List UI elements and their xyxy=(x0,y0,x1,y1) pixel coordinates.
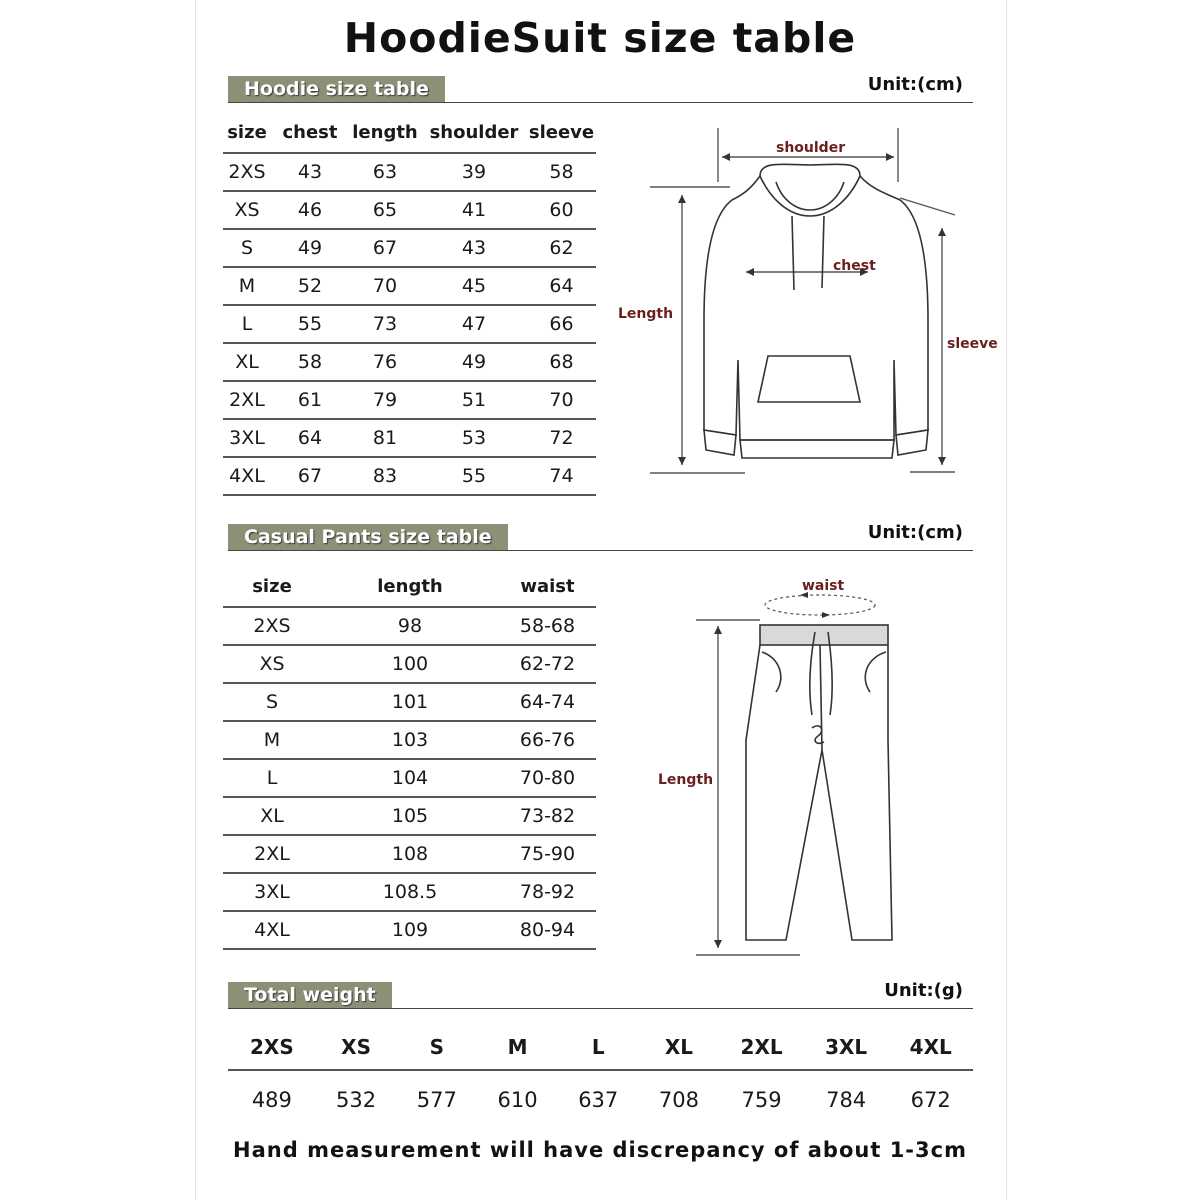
value-cell: 60 xyxy=(527,191,596,229)
value-cell: 70 xyxy=(527,381,596,419)
value-cell: 64-74 xyxy=(499,683,596,721)
hoodie-diagram xyxy=(610,120,1000,490)
size-cell: 4XL xyxy=(223,457,271,495)
column-header: chest xyxy=(271,112,349,153)
pants-unit-label: Unit:(cm) xyxy=(867,522,963,543)
value-cell: 39 xyxy=(421,153,527,191)
table-row xyxy=(223,191,596,229)
value-cell: 55 xyxy=(271,305,349,343)
value-cell: 49 xyxy=(271,229,349,267)
pants-outline xyxy=(746,625,892,940)
value-cell: 67 xyxy=(271,457,349,495)
size-cell: 3XL xyxy=(223,419,271,457)
value-cell: 72 xyxy=(527,419,596,457)
pants-section-header xyxy=(228,524,973,550)
value-cell: 98 xyxy=(321,607,499,645)
table-row xyxy=(223,759,596,797)
table-row xyxy=(223,607,596,645)
size-cell: XS xyxy=(223,645,321,683)
value-cell: 76 xyxy=(349,343,421,381)
size-cell: XL xyxy=(223,343,271,381)
value-cell: 62 xyxy=(527,229,596,267)
size-cell: 2XS xyxy=(223,153,271,191)
chest-label: chest xyxy=(833,258,876,274)
value-cell: 45 xyxy=(421,267,527,305)
divider xyxy=(228,102,973,103)
weight-size-cell: XL xyxy=(639,1025,720,1070)
hoodie-outline xyxy=(704,164,928,458)
size-cell: S xyxy=(223,683,321,721)
weight-table xyxy=(228,1025,973,1129)
table-row xyxy=(223,381,596,419)
size-cell: 3XL xyxy=(223,873,321,911)
column-header: size xyxy=(223,566,321,607)
shoulder-label: shoulder xyxy=(776,140,846,156)
weight-value-cell: 577 xyxy=(416,1088,457,1112)
table-row xyxy=(223,267,596,305)
table-row xyxy=(223,457,596,495)
weight-section-header xyxy=(228,982,973,1008)
value-cell: 65 xyxy=(349,191,421,229)
table-header-row xyxy=(223,566,596,607)
value-cell: 49 xyxy=(421,343,527,381)
value-cell: 100 xyxy=(321,645,499,683)
hoodie-size-table xyxy=(223,112,596,496)
table-row xyxy=(223,645,596,683)
weight-section-title: Total weight xyxy=(228,982,392,1008)
table-row xyxy=(223,229,596,267)
value-cell: 63 xyxy=(349,153,421,191)
weight-value-cell: 708 xyxy=(658,1088,699,1112)
weight-size-cell: XS xyxy=(316,1025,397,1070)
weight-value-cell: 637 xyxy=(578,1088,619,1112)
size-cell: 4XL xyxy=(223,911,321,949)
size-cell: 2XL xyxy=(223,381,271,419)
value-cell: 74 xyxy=(527,457,596,495)
table-row xyxy=(223,835,596,873)
value-cell: 67 xyxy=(349,229,421,267)
value-cell: 81 xyxy=(349,419,421,457)
pants-size-table xyxy=(223,566,596,950)
column-header: sleeve xyxy=(527,112,596,153)
value-cell: 73 xyxy=(349,305,421,343)
value-cell: 73-82 xyxy=(499,797,596,835)
weight-value-cell: 489 xyxy=(251,1088,292,1112)
value-cell: 43 xyxy=(271,153,349,191)
table-row xyxy=(223,153,596,191)
value-cell: 80-94 xyxy=(499,911,596,949)
table-row xyxy=(223,721,596,759)
value-cell: 47 xyxy=(421,305,527,343)
weight-size-row xyxy=(228,1025,973,1070)
size-cell: L xyxy=(223,305,271,343)
weight-value-row xyxy=(228,1070,973,1129)
value-cell: 70-80 xyxy=(499,759,596,797)
weight-size-cell: L xyxy=(558,1025,639,1070)
table-row xyxy=(223,343,596,381)
value-cell: 55 xyxy=(421,457,527,495)
size-cell: XS xyxy=(223,191,271,229)
length-label: Length xyxy=(618,306,674,322)
value-cell: 52 xyxy=(271,267,349,305)
table-row xyxy=(223,911,596,949)
column-header: length xyxy=(321,566,499,607)
pants-length-label: Length xyxy=(658,772,714,788)
weight-size-cell: 2XS xyxy=(228,1025,316,1070)
value-cell: 105 xyxy=(321,797,499,835)
value-cell: 64 xyxy=(527,267,596,305)
value-cell: 79 xyxy=(349,381,421,419)
column-header: length xyxy=(349,112,421,153)
hoodie-section-title: Hoodie size table xyxy=(228,76,445,102)
waist-label: waist xyxy=(802,578,845,594)
weight-value-cell: 784 xyxy=(826,1088,867,1112)
weight-size-cell: 4XL xyxy=(888,1025,973,1070)
weight-unit-label: Unit:(g) xyxy=(884,980,963,1001)
value-cell: 58 xyxy=(527,153,596,191)
divider xyxy=(228,550,973,551)
hoodie-unit-label: Unit:(cm) xyxy=(867,74,963,95)
size-cell: L xyxy=(223,759,321,797)
value-cell: 51 xyxy=(421,381,527,419)
weight-size-cell: M xyxy=(477,1025,558,1070)
table-row xyxy=(223,873,596,911)
value-cell: 70 xyxy=(349,267,421,305)
weight-value-cell: 532 xyxy=(336,1088,377,1112)
size-cell: S xyxy=(223,229,271,267)
table-row xyxy=(223,305,596,343)
value-cell: 58 xyxy=(271,343,349,381)
dimension-guide xyxy=(900,198,955,215)
pants-diagram xyxy=(640,570,900,960)
table-row xyxy=(223,683,596,721)
value-cell: 61 xyxy=(271,381,349,419)
value-cell: 46 xyxy=(271,191,349,229)
table-row xyxy=(223,797,596,835)
weight-size-cell: 3XL xyxy=(804,1025,889,1070)
value-cell: 66 xyxy=(527,305,596,343)
size-cell: XL xyxy=(223,797,321,835)
divider xyxy=(228,1008,973,1009)
value-cell: 53 xyxy=(421,419,527,457)
column-header: shoulder xyxy=(421,112,527,153)
size-cell: 2XS xyxy=(223,607,321,645)
value-cell: 104 xyxy=(321,759,499,797)
value-cell: 101 xyxy=(321,683,499,721)
value-cell: 64 xyxy=(271,419,349,457)
table-row xyxy=(223,419,596,457)
waist-dimension-ellipse xyxy=(765,595,875,615)
value-cell: 108.5 xyxy=(321,873,499,911)
value-cell: 109 xyxy=(321,911,499,949)
size-cell: 2XL xyxy=(223,835,321,873)
value-cell: 78-92 xyxy=(499,873,596,911)
value-cell: 68 xyxy=(527,343,596,381)
sleeve-label: sleeve xyxy=(947,336,998,352)
page-title: HoodieSuit size table xyxy=(343,14,857,62)
pants-section-title: Casual Pants size table xyxy=(228,524,508,550)
hoodie-section-header xyxy=(228,76,973,102)
weight-value-cell: 759 xyxy=(741,1088,782,1112)
size-cell: M xyxy=(223,267,271,305)
value-cell: 41 xyxy=(421,191,527,229)
weight-value-cell: 610 xyxy=(497,1088,538,1112)
column-header: size xyxy=(223,112,271,153)
weight-size-cell: 2XL xyxy=(719,1025,804,1070)
size-cell: M xyxy=(223,721,321,759)
value-cell: 75-90 xyxy=(499,835,596,873)
value-cell: 62-72 xyxy=(499,645,596,683)
value-cell: 43 xyxy=(421,229,527,267)
value-cell: 66-76 xyxy=(499,721,596,759)
measurement-disclaimer: Hand measurement will have discrepancy of about 1-3cm xyxy=(233,1138,967,1162)
weight-size-cell: S xyxy=(396,1025,477,1070)
value-cell: 83 xyxy=(349,457,421,495)
value-cell: 108 xyxy=(321,835,499,873)
value-cell: 103 xyxy=(321,721,499,759)
column-header: waist xyxy=(499,566,596,607)
weight-value-cell: 672 xyxy=(910,1088,951,1112)
value-cell: 58-68 xyxy=(499,607,596,645)
table-header-row xyxy=(223,112,596,153)
